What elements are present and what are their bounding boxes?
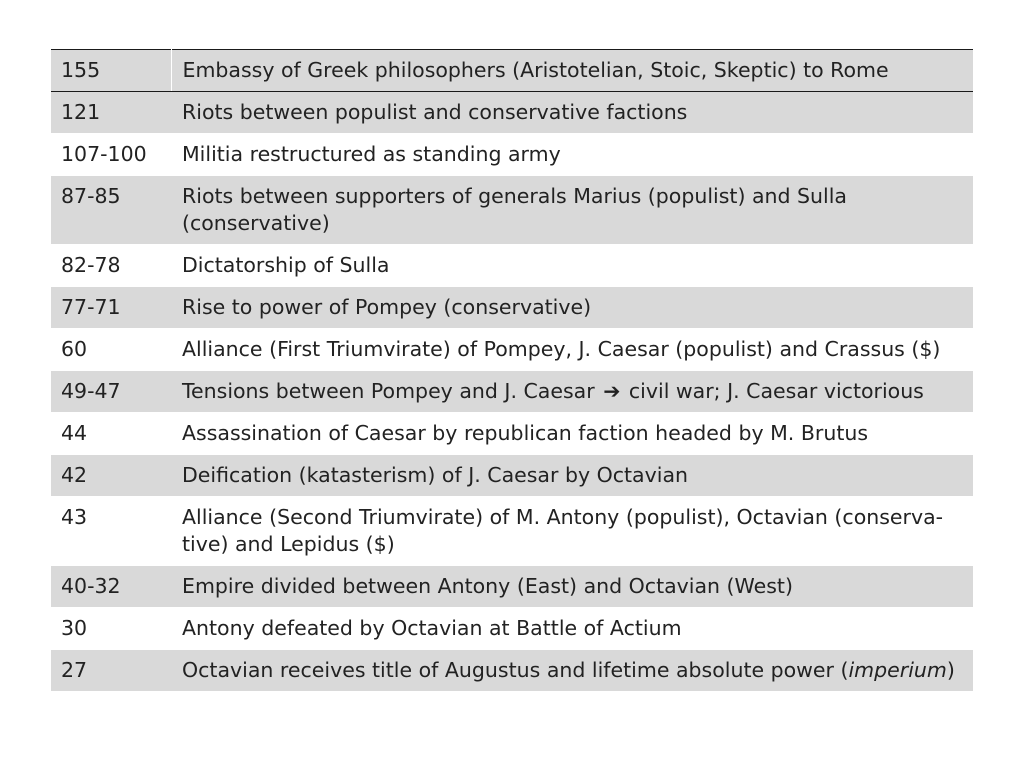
event-cell: Alliance (First Triumvirate) of Pompey, J. Caesar (populist) and Crassus ($) [171, 329, 973, 371]
date-cell: 155 [51, 50, 171, 92]
event-cell [171, 650, 973, 692]
event-cell: Assassination of Caesar by republican faction headed by M. Brutus [171, 413, 973, 455]
table-row [51, 287, 973, 329]
date-cell: 30 [51, 608, 171, 650]
date-cell: 42 [51, 455, 171, 497]
table-row [51, 92, 973, 134]
table-row [51, 650, 973, 692]
event-cell: Riots between supporters of generals Marius (populist) and Sulla (conservative) [171, 176, 973, 245]
table-row [51, 134, 973, 176]
table-row [51, 176, 973, 245]
event-cell: Alliance (Second Triumvirate) of M. Antony (populist), Octavian (conserva-tive) and Lepidus ($) [171, 497, 973, 566]
event-text-before-italic: Octavian receives title of Augustus and lifetime absolute power ( [182, 658, 849, 682]
date-cell: 121 [51, 92, 171, 134]
table-row [51, 371, 973, 413]
event-cell: Antony defeated by Octavian at Battle of Actium [171, 608, 973, 650]
event-cell: Militia restructured as standing army [171, 134, 973, 176]
event-cell: Rise to power of Pompey (conservative) [171, 287, 973, 329]
table-row [51, 50, 973, 92]
event-text-after-arrow: civil war; J. Caesar victorious [628, 379, 924, 403]
event-cell: Riots between populist and conservative factions [171, 92, 973, 134]
event-cell: Deification (katasterism) of J. Caesar by Octavian [171, 455, 973, 497]
date-cell: 27 [51, 650, 171, 692]
timeline-table [51, 49, 973, 692]
event-text-after-italic: ) [946, 658, 955, 682]
date-cell: 43 [51, 497, 171, 566]
table-row [51, 455, 973, 497]
table-row [51, 566, 973, 608]
table-row [51, 329, 973, 371]
event-cell: Dictatorship of Sulla [171, 245, 973, 287]
date-cell: 77-71 [51, 287, 171, 329]
event-text-italic: imperium [848, 658, 947, 682]
event-cell: Embassy of Greek philosophers (Aristotelian, Stoic, Skeptic) to Rome [171, 50, 973, 92]
event-cell: Empire divided between Antony (East) and Octavian (West) [171, 566, 973, 608]
event-cell [171, 371, 973, 413]
date-cell: 40-32 [51, 566, 171, 608]
table-row [51, 245, 973, 287]
table-row [51, 608, 973, 650]
date-cell: 60 [51, 329, 171, 371]
date-cell: 87-85 [51, 176, 171, 245]
event-text-before-arrow: Tensions between Pompey and J. Caesar [182, 379, 595, 403]
date-cell: 49-47 [51, 371, 171, 413]
right-arrow-icon: ➔ [603, 379, 621, 403]
date-cell: 44 [51, 413, 171, 455]
date-cell: 82-78 [51, 245, 171, 287]
table-row [51, 497, 973, 566]
date-cell: 107-100 [51, 134, 171, 176]
table-row [51, 413, 973, 455]
